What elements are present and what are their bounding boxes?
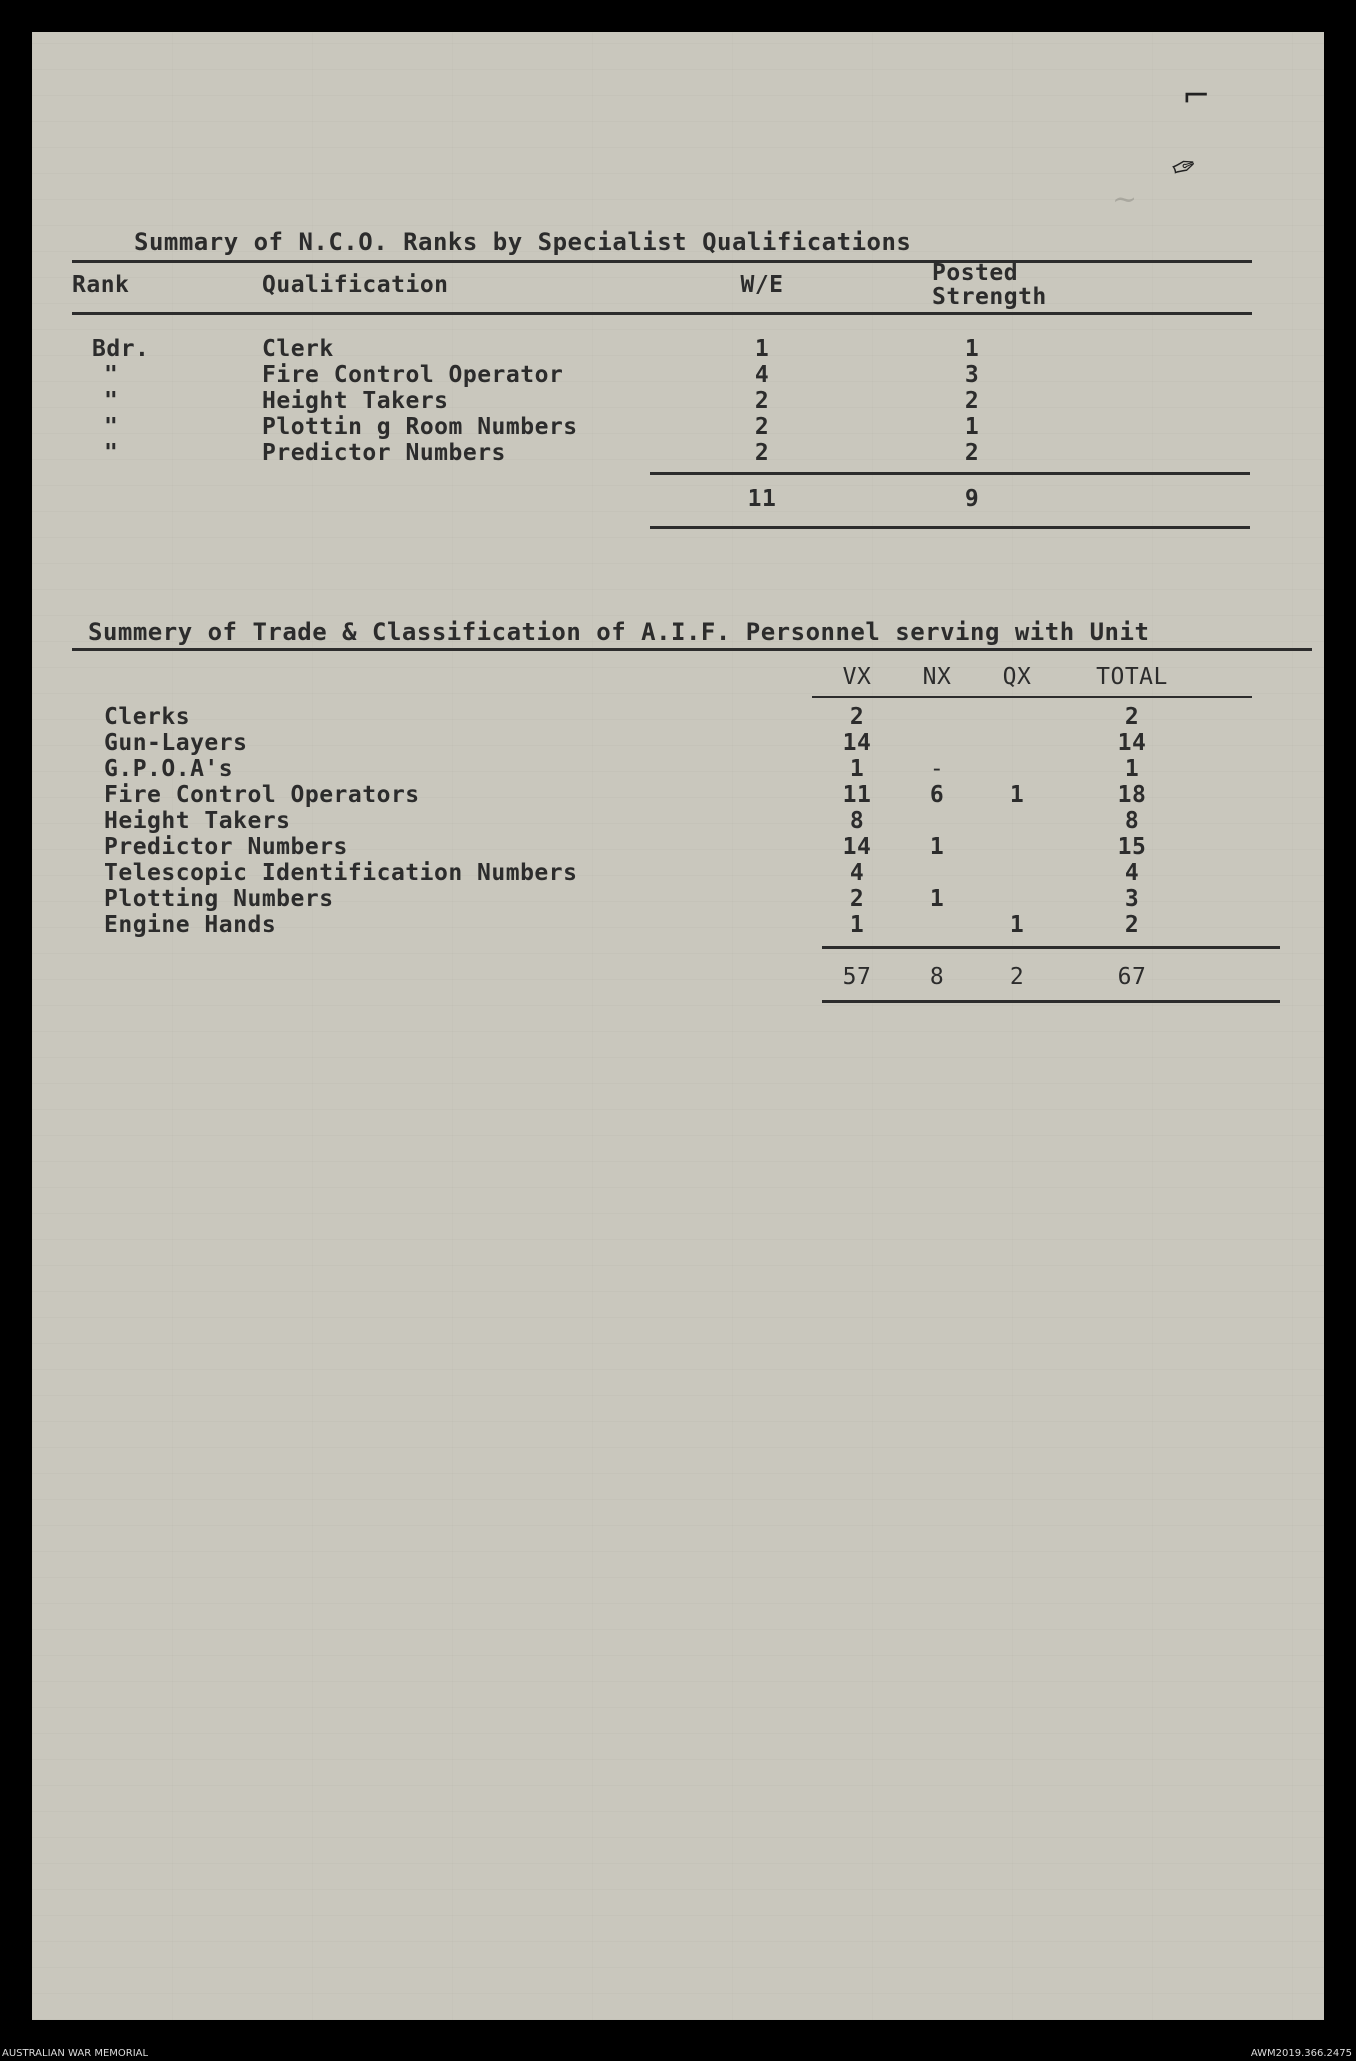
header-posted: Posted [932,260,1019,286]
trade-bottom-rule [822,1000,1280,1003]
row-trade: Gun-Layers [104,730,248,756]
header-nx: NX [922,664,952,690]
row-trade: Fire Control Operators [104,782,420,808]
row-vx: 11 [842,782,872,808]
bleed-through-mark: ~ [1112,182,1138,217]
row-vx: 14 [842,834,872,860]
header-we: W/E [740,272,784,298]
row-total: 2 [1124,912,1140,938]
header-rank: Rank [72,272,130,298]
row-trade: Telescopic Identification Numbers [104,860,578,886]
row-nx: 1 [929,834,945,860]
row-we: 2 [754,388,770,414]
total-total: 67 [1117,964,1147,990]
row-total: 4 [1124,860,1140,886]
row-nx: 6 [929,782,945,808]
ncosummary-title: Summary of N.C.O. Ranks by Specialist Qualifications [134,228,912,256]
row-total: 15 [1117,834,1147,860]
row-we: 2 [754,440,770,466]
trade-header-rule [812,696,1252,698]
row-rank: " [104,362,119,388]
row-vx: 2 [849,704,865,730]
row-qualification: Height Takers [262,388,449,414]
row-posted: 3 [964,362,980,388]
row-posted: 1 [964,336,980,362]
row-qualification: Plottin g Room Numbers [262,414,578,440]
row-qualification: Fire Control Operator [262,362,564,388]
row-qualification: Clerk [262,336,334,362]
row-vx: 14 [842,730,872,756]
header-qx: QX [1002,664,1032,690]
row-trade: Height Takers [104,808,291,834]
row-total: 8 [1124,808,1140,834]
row-we: 4 [754,362,770,388]
row-nx: 1 [929,886,945,912]
row-total: 1 [1124,756,1140,782]
row-vx: 2 [849,886,865,912]
footer-archive-name: AUSTRALIAN WAR MEMORIAL [2,2048,149,2059]
row-posted: 2 [964,388,980,414]
row-trade: Predictor Numbers [104,834,348,860]
row-rank: Bdr. [92,336,150,362]
ncosummary-top-rule [72,260,1252,263]
row-trade: G.P.O.A's [104,756,234,782]
total-nx: 8 [929,964,945,990]
total-vx: 57 [842,964,872,990]
row-total: 18 [1117,782,1147,808]
document-page [32,32,1324,2020]
row-qx: 1 [1009,782,1025,808]
row-posted: 1 [964,414,980,440]
row-qualification: Predictor Numbers [262,440,506,466]
row-we: 1 [754,336,770,362]
header-vx: VX [842,664,872,690]
ncosummary-bottom-rule [650,526,1250,529]
header-strength: Strength [932,284,1047,310]
ncosummary-header-rule [72,312,1252,315]
row-vx: 8 [849,808,865,834]
header-total: TOTAL [1096,664,1168,690]
total-we: 11 [747,486,777,512]
row-vx: 1 [849,912,865,938]
row-total: 14 [1117,730,1147,756]
row-we: 2 [754,414,770,440]
trade-summary-title-rule [72,648,1312,651]
row-rank: " [104,440,119,466]
row-nx: - [929,756,945,782]
total-qx: 2 [1009,964,1025,990]
row-trade: Engine Hands [104,912,277,938]
footer-accession-number: AWM2019.366.2475 [1250,2048,1352,2059]
row-vx: 1 [849,756,865,782]
trade-summary-title: Summery of Trade & Classification of A.I.F. Personnel serving with Unit [88,618,1150,646]
total-posted: 9 [964,486,980,512]
row-rank: " [104,388,119,414]
row-trade: Clerks [104,704,191,730]
row-total: 3 [1124,886,1140,912]
header-qualification: Qualification [262,272,449,298]
row-total: 2 [1124,704,1140,730]
row-posted: 2 [964,440,980,466]
row-qx: 1 [1009,912,1025,938]
trade-total-rule [822,946,1280,949]
row-rank: " [104,414,119,440]
ncosummary-total-rule [650,472,1250,475]
row-vx: 4 [849,860,865,886]
pen-mark-icon: ⌐ [1182,76,1211,116]
pen-scribble-icon: ✑ [1166,146,1203,189]
row-trade: Plotting Numbers [104,886,334,912]
